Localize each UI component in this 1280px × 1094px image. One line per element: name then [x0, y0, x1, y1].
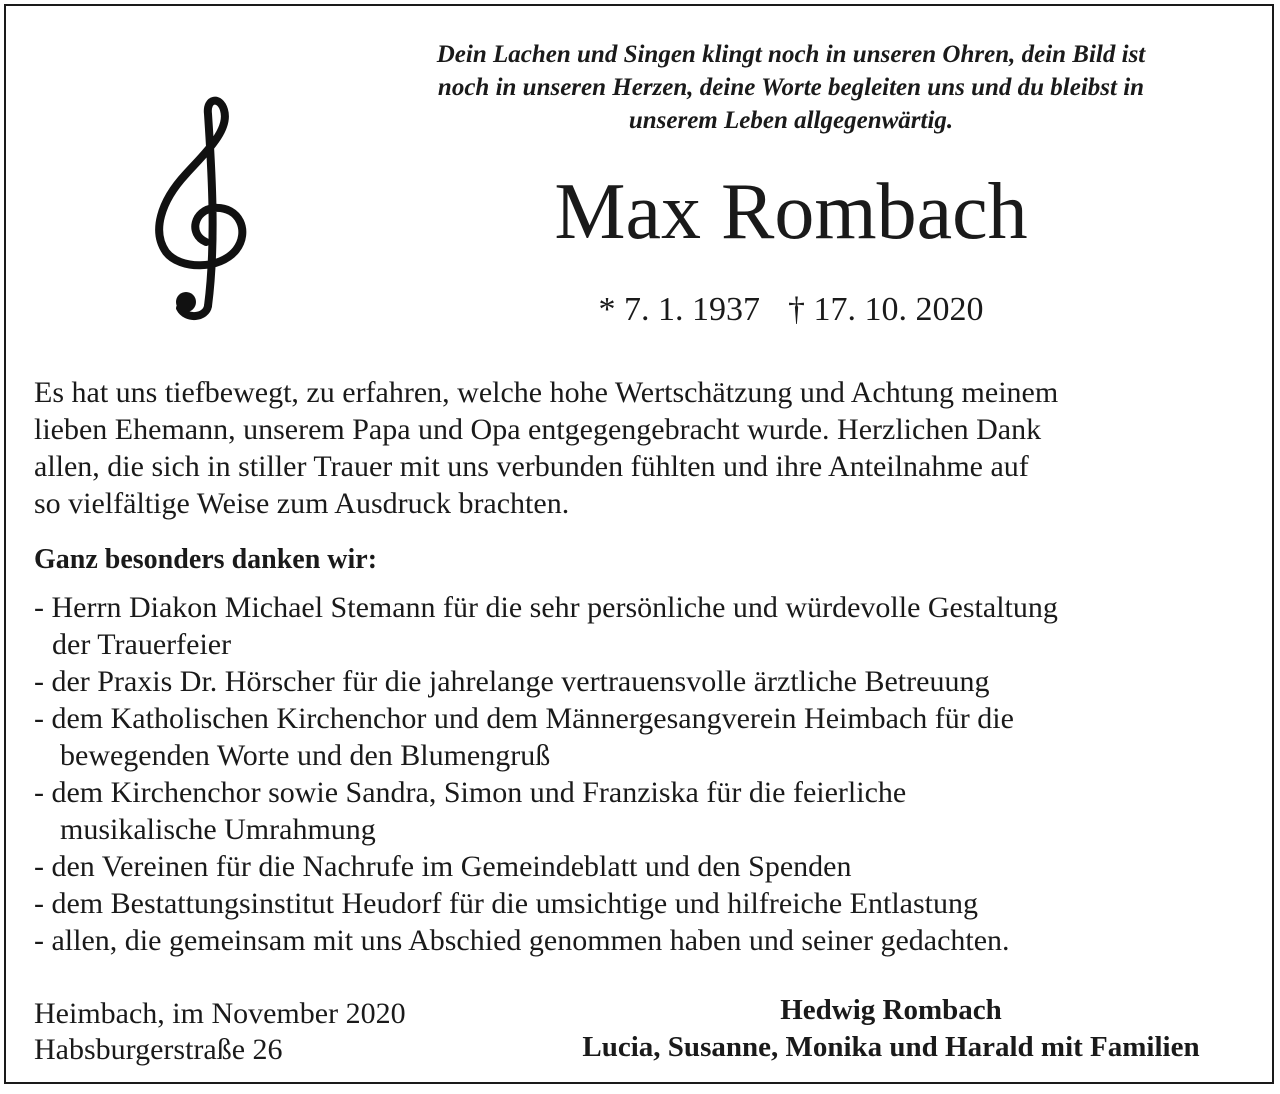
list-item-continuation: der Trauerfeier — [52, 628, 232, 661]
signer-line: Lucia, Susanne, Monika und Harald mit Familien — [582, 1031, 1200, 1063]
death-date: † 17. 10. 2020 — [788, 291, 984, 328]
paragraph-line: allen, die sich in stiller Trauer mit uns verbunden fühlten und ihre Anteilnahme auf — [34, 450, 1029, 483]
list-item-continuation: bewegenden Worte und den Blumengruß — [60, 739, 551, 772]
paragraph-line: so vielfältige Weise zum Ausdruck brachten. — [34, 487, 570, 520]
list-item: - Herrn Diakon Michael Stemann für die sehr persönliche und würdevolle Gestaltung — [34, 591, 1058, 624]
gratitude-paragraph — [34, 374, 1254, 522]
list-item-continuation: musikalische Umrahmung — [60, 813, 376, 846]
list-item: - den Vereinen für die Nachrufe im Gemeindeblatt und den Spenden — [34, 850, 852, 883]
paragraph-line: Es hat uns tiefbewegt, zu erfahren, welche hohe Wertschätzung und Achtung meinem — [34, 376, 1059, 409]
list-item: - dem Katholischen Kirchenchor und dem Männergesangverein Heimbach für die — [34, 702, 1014, 735]
motto-line: noch in unseren Herzen, deine Worte begleiten uns und du bleibst in — [437, 74, 1145, 101]
life-dates — [336, 289, 1246, 331]
thanks-list — [34, 589, 1264, 959]
list-item: - dem Kirchenchor sowie Sandra, Simon und Franziska für die feierliche — [34, 776, 907, 809]
birth-date: * 7. 1. 1937 — [598, 291, 760, 328]
treble-clef-icon — [146, 94, 256, 324]
motto-quote — [336, 38, 1246, 137]
place-date: Heimbach, im November 2020 — [34, 997, 406, 1030]
list-item: - allen, die gemeinsam mit uns Abschied genommen haben und seiner gedachten. — [34, 924, 1010, 957]
paragraph-line: lieben Ehemann, unserem Papa und Opa entgegengebracht wurde. Herzlichen Dank — [34, 413, 1042, 446]
obituary-notice — [4, 4, 1274, 1084]
list-item: - dem Bestattungsinstitut Heudorf für die umsichtige und hilfreiche Entlastung — [34, 887, 978, 920]
motto-line: Dein Lachen und Singen klingt noch in unseren Ohren, dein Bild ist — [436, 41, 1146, 68]
signers — [526, 992, 1256, 1066]
address: Habsburgerstraße 26 — [34, 1033, 283, 1066]
signer-line: Hedwig Rombach — [780, 994, 1002, 1026]
thanks-heading: Ganz besonders danken wir: — [34, 544, 378, 575]
deceased-name: Max Rombach — [554, 168, 1028, 256]
list-item: - der Praxis Dr. Hörscher für die jahrelange vertrauensvolle ärztliche Betreuung — [34, 665, 990, 698]
motto-line: unserem Leben allgegenwärtig. — [628, 107, 954, 134]
place-and-address — [34, 996, 406, 1068]
